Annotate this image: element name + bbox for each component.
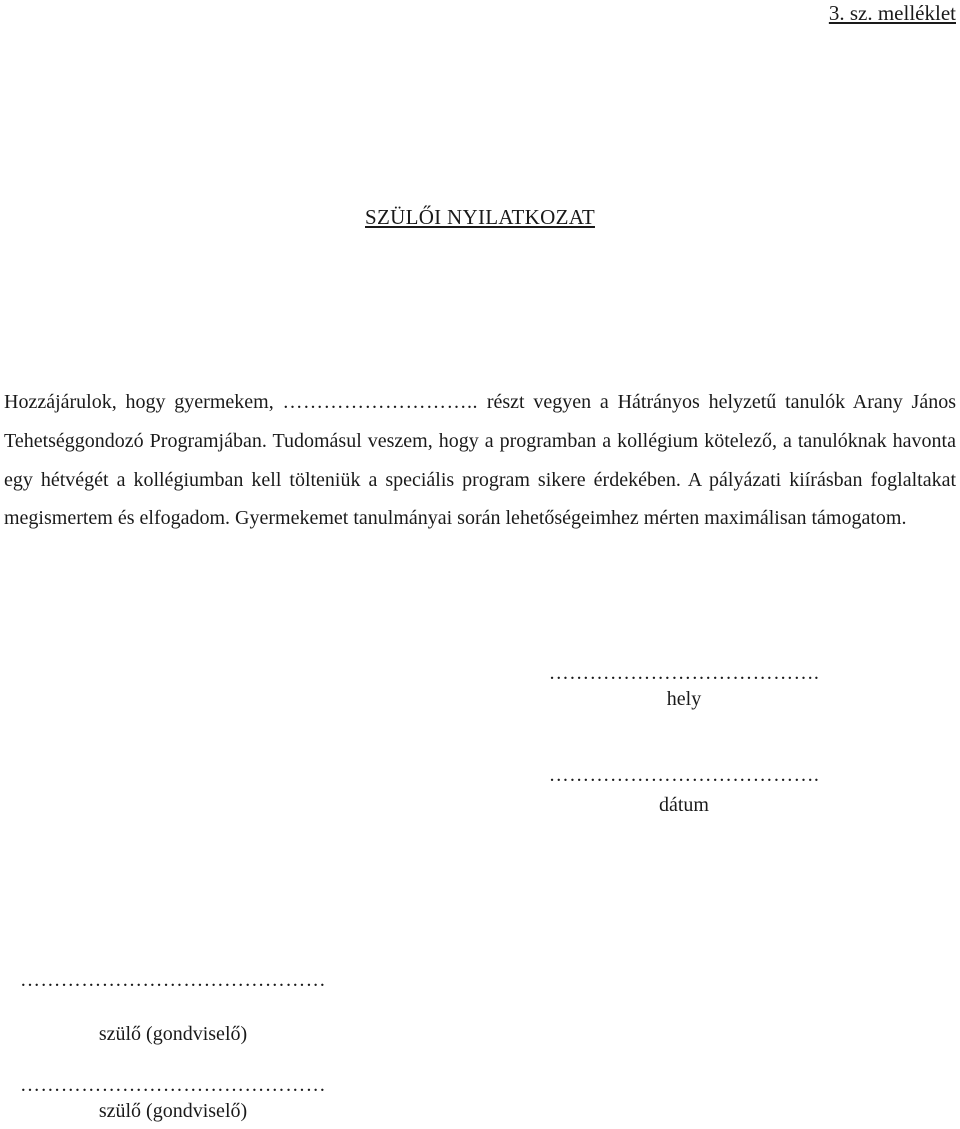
parent-signature-label-2: szülő (gondviselő) <box>98 1100 248 1122</box>
parent-signature-field-2 <box>0 1074 346 1124</box>
date-label: dátum <box>659 794 709 816</box>
child-name-blank: ……………………….. <box>282 391 479 413</box>
place-label: hely <box>666 688 702 710</box>
date-field <box>514 764 854 818</box>
declaration-text: részt vegyen a Hátrányos helyzetű tanulók Arany János Tehetséggondozó Programjában. Tudomásul veszem, hogy a programban a kollégium kötelező, a tanulóknak havonta egy hétvégét a kollégiumban kell tölteniük a speciális program sikere érdekében. A pályázati kiírásban foglaltakat megismertem és elfogadom. Gyermekemet tanulmányai során lehetőségeimhez mérten maximálisan támogatom. <box>4 391 956 530</box>
parent-signature-dotted-line-1: ……………………………………… <box>20 969 326 991</box>
parent-signature-dotted-line-2: ……………………………………… <box>20 1074 326 1096</box>
annex-label: 3. sz. melléklet <box>828 1 956 25</box>
declaration-paragraph <box>4 383 956 538</box>
parent-signature-field-1 <box>0 969 346 1047</box>
parent-signature-label-1: szülő (gondviselő) <box>98 1023 248 1045</box>
place-field <box>514 662 854 712</box>
place-dotted-line: …………………………………. <box>548 662 820 684</box>
declaration-intro: Hozzájárulok, hogy gyermekem, <box>4 391 274 413</box>
document-title: SZÜLŐI NYILATKOZAT <box>365 205 595 229</box>
date-dotted-line: …………………………………. <box>548 764 820 786</box>
